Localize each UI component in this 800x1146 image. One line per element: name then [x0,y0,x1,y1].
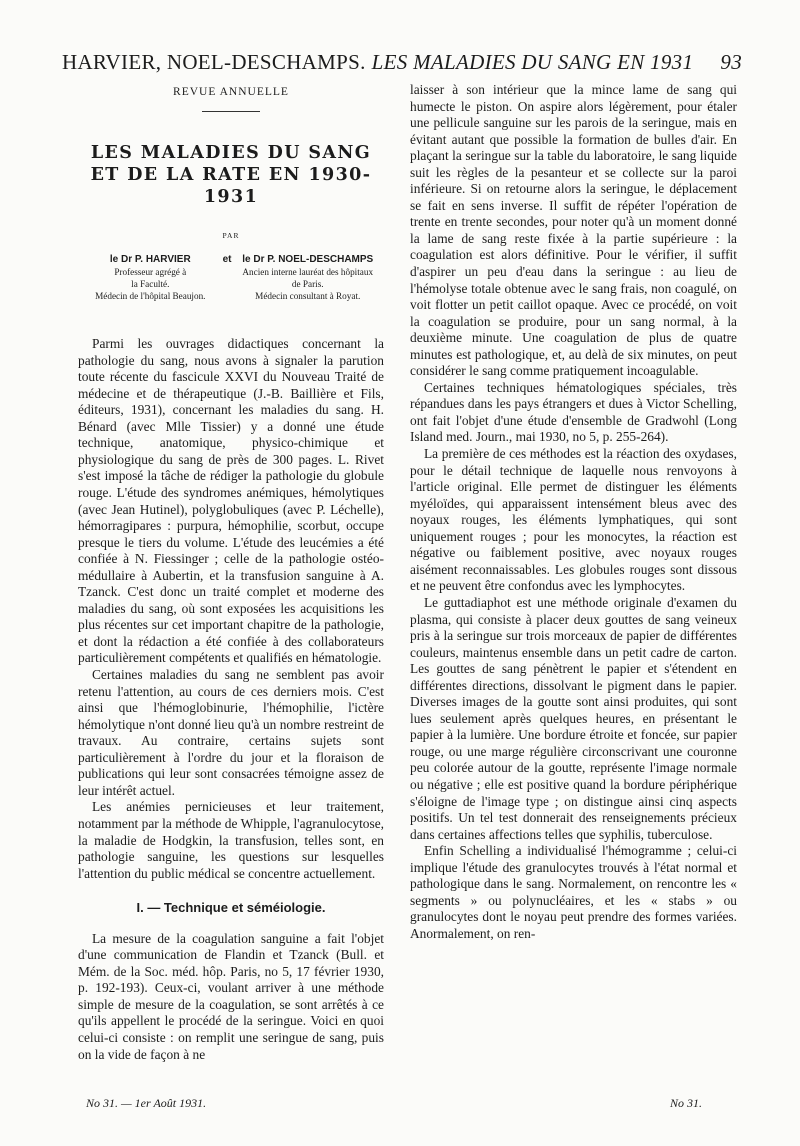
paragraph: Les anémies pernicieuses et leur traitement, notamment par la méthode de Whipple, l'agranulocytose, la maladie de Hodgkin, la transfusion, telles sont, en pathologie sanguine, les questions sur lesquelles l'attention du public médical se concentre actuellement. [78,799,384,881]
running-head [62,50,742,80]
author-credential: Professeur agrégé à [114,267,187,278]
author-name: le Dr P. HARVIER [109,254,191,266]
page-number: 93 [720,50,742,74]
paragraph: Le guttadiaphot est une méthode originale d'examen du plasma, qui consiste à placer deux gouttes de sang veineux pris à la seringue sur trois morceaux de papier de différentes couleurs, maintenus ensemble dans un petit cadre de carton. Les gouttes de sang pénètrent le papier et s'étendent en différentes directions, dissolvant le pigment dans le papier. Diverses images de la goutte sont ainsi produites, qui sont lues seulement après quelques heures, en présentant le papier à la lumière. Une bordure étroite et foncée, sur papier rouge, ou une marge régulière circonscrivant une couronne peu colorée autour de la goutte, représente l'image normale ou négative ; elle est positive quand la bordure périphérique s'éloigne de l'image type ; on distingue ainsi cinq aspects positifs. Un tel test donnerait des renseignements précieux dans certaines affections telles que syphilis, tuberculose. [410,594,737,842]
author-separator: et [222,254,232,266]
paragraph: La première de ces méthodes est la réaction des oxydases, pour le détail technique de laquelle nous renvoyons à l'article original. Elle permet de distinguer les éléments myéloïdes, qui apparaissent intensément bleus avec des noyaux rouges, les éléments lymphatiques, qui sont uniquement rouges ; pour les monocytes, la réaction est négative ou faiblement positive, avec noyaux rouges aisément reconnaissables. Les globules rouges sont dissous et ne peuvent être confondus avec les lymphocytes. [410,446,737,594]
heading-rule [202,111,260,112]
author-credential: Ancien interne lauréat des hôpitaux [242,267,374,278]
paragraph: Enfin Schelling a individualisé l'hémogramme ; celui-ci implique l'étude des granulocytes trouvés à l'état normal et pathologique dans le sang. Normalement, on rencontre les « segments » ou polynucléaires, et les « stabs » ou granulocytes dont le noyau peut prendre des formes variées. Anormalement, on ren- [410,843,737,941]
section-label: REVUE ANNUELLE [173,86,289,98]
author-name: le Dr P. NOEL-DESCHAMPS [242,254,374,266]
right-column [410,82,737,942]
author-credential: de Paris. [291,279,324,290]
left-body [78,336,384,1063]
author-harvier [78,254,223,302]
running-head-authors: HARVIER, NOEL-DESCHAMPS. [62,50,366,74]
paragraph: Parmi les ouvrages didactiques concernant la pathologie du sang, nous avons à signaler la parution toute récente du fascicule XXVI du Nouveau Traité de médecine et de thérapeutique (J.-B. Baillière et Fils, éditeurs, 1931), concernant les maladies du sang. H. Bénard (avec Mlle Tissier) y a donné une étude technique, anatomique, physico-chimique et physiologique du sang de près de 300 pages. L. Rivet s'est imposé la tâche de rédiger la pathologie du globule rouge. L'étude des syndromes anémiques, hémolytiques (avec Jean Hutinel), polyglobuliques (avec P. Léchelle), hémorragipares : purpura, hémophilie, scorbut, occupe presque le tiers du volume. L'étude des leucémies a été confiée à N. Fiessinger ; celle de la pathologie ostéo-médullaire à Aubertin, et la transfusion sanguine à A. Tzanck. C'est donc un traité complet et moderne des maladies du sang, où sont exposées les acquisitions les plus récentes sur cet important chapitre de la pathologie, et dont la rédaction a été confiée à des collaborateurs particulièrement compétents et qualifiés en hématologie. [78,336,384,666]
paragraph: La mesure de la coagulation sanguine a fait l'objet d'une communication de Flandin et Tzanck (Bull. et Mém. de la Soc. méd. hôp. Paris, no 5, 17 février 1930, p. 192-193). Ceux-ci, voulant arriver à une méthode simple de mesure de la coagulation, se sont arrêtés à ce qu'ils appellent le procédé de la seringue. Voici en quoi celui-ci consiste : on remplit une seringue de sang, puis on la vide de façon à ne [78,930,384,1062]
author-credential: Médecin consultant à Royat. [255,291,361,302]
author-credential: la Faculté. [131,279,170,290]
author-noel-deschamps [231,254,384,302]
running-head-title: LES MALADIES DU SANG EN 1931 [371,50,694,74]
by-label: PAR [222,230,240,240]
author-credential: Médecin de l'hôpital Beaujon. [95,291,206,302]
left-column [78,82,384,1063]
article-title-line-1: LES MALADIES DU SANG [90,142,372,163]
paragraph: laisser à son intérieur que la mince lame de sang qui humecte le piston. On aspire alors légèrement, pour étaler une pellicule sanguine sur les parois de la seringue, mais en évitant autant que possible la formation de bulles d'air. En plaçant la seringue sur la table du laboratoire, le sang liquide suit les règles de la pesanteur et se collecte sur la paroi inférieure. Si on retourne alors la seringue, le déplacement se fait en sens inverse. Il suffit de répéter l'opération de trente en trente secondes, pour noter qu'à un moment donné la lame de sang reste fixée à la partie supérieure : la coagulation est alors définitive. Pour le vérifier, il suffit d'aspirer un peu d'eau dans la seringue : au lieu de l'hémolyse totale obtenue avec le sang frais, non coagulé, on voit flotter un petit caillot opaque. Avec ce procédé, on voit la coagulation se produire, pour un sang normal, à la deuxième minute. Une coagulation de plus de quatre minutes est pathologique, et, au delà de six minutes, on peut considérer le sang comme pratiquement incoagulable. [410,82,737,379]
article-heading [78,84,384,302]
footer-issue-number: No 31. [670,1096,703,1110]
article-title [78,142,384,208]
authors-block [78,254,384,302]
paragraph: Certaines maladies du sang ne semblent pas avoir retenu l'attention, au cours de ces derniers mois. C'est ainsi que l'hémoglobinurie, l'hémophilie, l'ictère hémolytique n'ont donné lieu qu'à un nombre restreint de travaux. Au contraire, certains sujets sont particulièrement à l'ordre du jour et la floraison de publications qui leur sont consacrées témoigne assez de leur intérêt actuel. [78,667,384,798]
article-title-line-2: ET DE LA RATE EN 1930-1931 [90,164,372,207]
section-heading: I. — Technique et séméiologie. [136,900,326,916]
paragraph: Certaines techniques hématologiques spéciales, très répandues dans les pays étrangers et dues à Victor Schelling, ont fait l'objet d'une étude d'ensemble de Gradwohl (Long Island med. Journ., mai 1930, no 5, p. 255-264). [410,379,737,445]
footer-issue: No 31. — 1er Août 1931. [86,1096,207,1110]
